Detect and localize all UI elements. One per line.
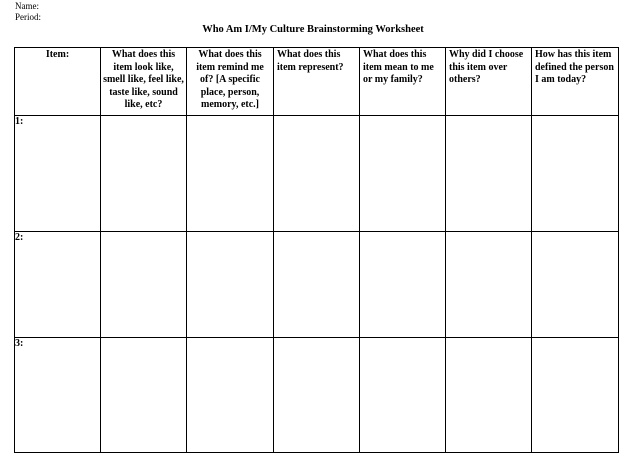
row-label-3: 3: <box>15 338 101 453</box>
col-header-meaning: What does this item mean to me or my family? <box>360 48 446 116</box>
answer-cell[interactable] <box>187 116 274 232</box>
answer-cell[interactable] <box>101 338 187 453</box>
col-header-defined: How has this item defined the person I am today? <box>532 48 619 116</box>
row-label-2: 2: <box>15 232 101 338</box>
col-header-represents: What does this item represent? <box>274 48 360 116</box>
col-header-why-chosen: Why did I choose this item over others? <box>446 48 532 116</box>
name-label: Name: <box>15 1 39 11</box>
answer-cell[interactable] <box>360 338 446 453</box>
col-header-reminds: What does this item remind me of? [A specific place, person, memory, etc.] <box>187 48 274 116</box>
table-row <box>15 232 619 338</box>
header-row <box>15 48 619 116</box>
answer-cell[interactable] <box>532 116 619 232</box>
table-row <box>15 338 619 453</box>
col-header-senses: What does this item look like, smell like, feel like, taste like, sound like, etc? <box>101 48 187 116</box>
answer-cell[interactable] <box>274 338 360 453</box>
answer-cell[interactable] <box>274 116 360 232</box>
col-header-item: Item: <box>15 48 101 116</box>
answer-cell[interactable] <box>360 232 446 338</box>
answer-cell[interactable] <box>274 232 360 338</box>
answer-cell[interactable] <box>446 232 532 338</box>
period-label: Period: <box>15 12 41 22</box>
row-label-1: 1: <box>15 116 101 232</box>
answer-cell[interactable] <box>187 338 274 453</box>
answer-cell[interactable] <box>446 116 532 232</box>
answer-cell[interactable] <box>101 232 187 338</box>
answer-cell[interactable] <box>101 116 187 232</box>
answer-cell[interactable] <box>532 338 619 453</box>
worksheet-title: Who Am I/My Culture Brainstorming Worksheet <box>202 24 424 35</box>
answer-cell[interactable] <box>446 338 532 453</box>
answer-cell[interactable] <box>360 116 446 232</box>
answer-cell[interactable] <box>532 232 619 338</box>
table-row <box>15 116 619 232</box>
brainstorm-table <box>14 47 619 453</box>
answer-cell[interactable] <box>187 232 274 338</box>
